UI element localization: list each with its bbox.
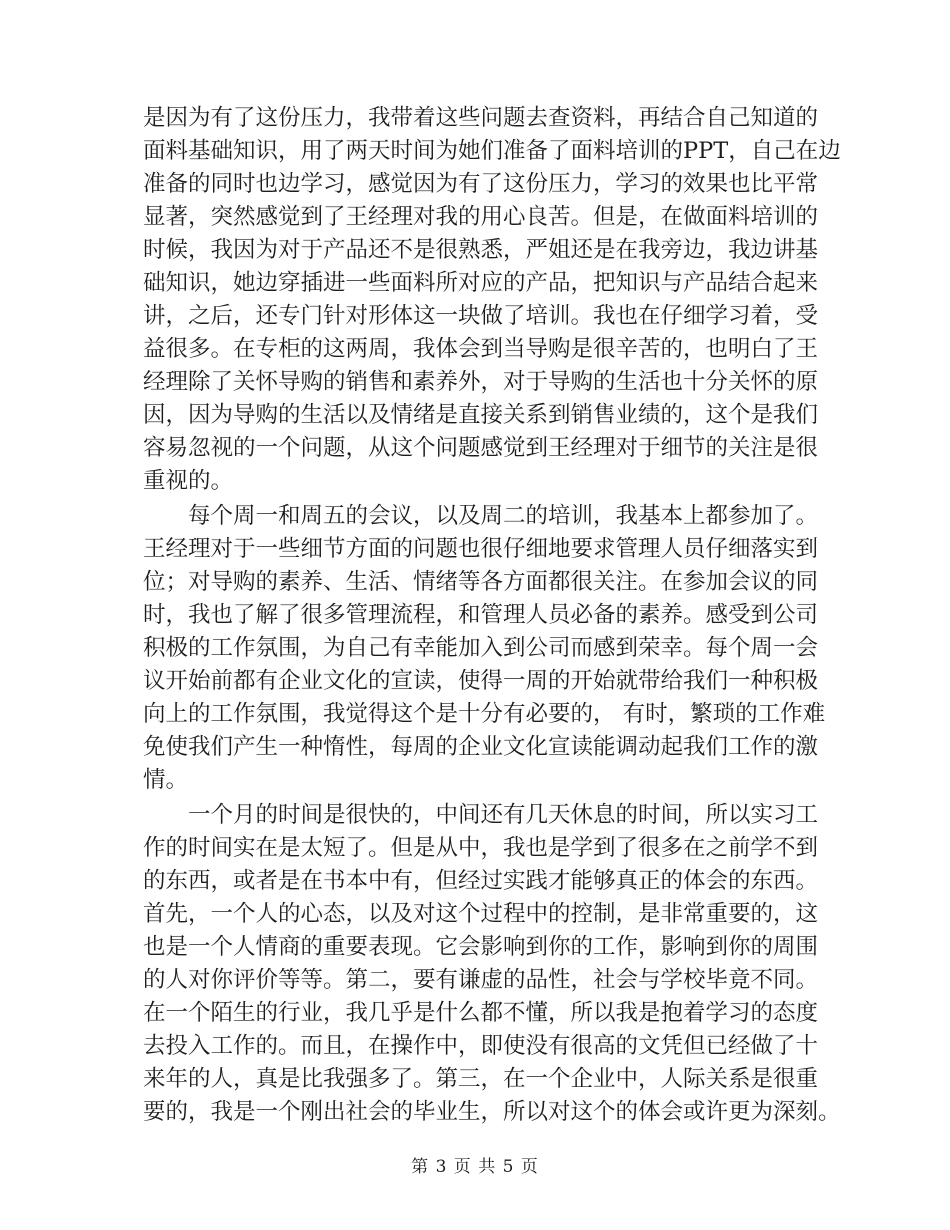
text-line: 首先，一个人的心态，以及对这个过程中的控制，是非常重要的，这 bbox=[143, 901, 819, 927]
text-line: 王经理对于一些细节方面的问题也很仔细地要求管理人员仔细落实到 bbox=[143, 536, 819, 562]
text-line: 向上的工作氛围，我觉得这个是十分有必要的， 有时，繁琐的工作难 bbox=[143, 701, 826, 727]
text-line: 因，因为导购的生活以及情绪是直接关系到销售业绩的，这个是我们 bbox=[143, 402, 819, 428]
paragraph-2 bbox=[143, 500, 826, 797]
paragraph-1 bbox=[143, 102, 841, 498]
text-line: 议开始前都有企业文化的宣读，使得一周的开始就带给我们一种积极 bbox=[143, 668, 819, 694]
text-line: 益很多。在专柜的这两周，我体会到当导购是很辛苦的，也明白了王 bbox=[143, 336, 819, 362]
paragraph-3 bbox=[143, 799, 841, 1129]
text-line: 讲，之后，还专门针对形体这一块做了培训。我也在仔细学习着，受 bbox=[143, 303, 819, 329]
text-line: 每个周一和周五的会议，以及周二的培训，我基本上都参加了。 bbox=[188, 503, 819, 529]
text-line: 去投入工作的。而且，在操作中，即使没有很高的文凭但已经做了十 bbox=[143, 1033, 819, 1059]
text-line: 面料基础知识，用了两天时间为她们准备了面料培训的PPT，自己在边 bbox=[143, 138, 841, 164]
text-line: 来年的人，真是比我强多了。第三，在一个企业中，人际关系是很重 bbox=[143, 1066, 819, 1092]
document-body bbox=[143, 102, 841, 1131]
page-number-footer: 第 3 页 共 5 页 bbox=[411, 1157, 539, 1177]
text-line: 也是一个人情商的重要表现。它会影响到你的工作，影响到你的周围 bbox=[143, 934, 819, 960]
text-line: 情。 bbox=[143, 767, 189, 793]
text-line: 容易忽视的一个问题，从这个问题感觉到王经理对于细节的关注是很 bbox=[143, 435, 819, 461]
text-line: 的人对你评价等等。第二，要有谦虚的品性，社会与学校毕竟不同。 bbox=[143, 967, 819, 993]
text-line: 时候，我因为对于产品还不是很熟悉，严姐还是在我旁边，我边讲基 bbox=[143, 237, 819, 263]
text-line: 的东西，或者是在书本中有，但经过实践才能够真正的体会的东西。 bbox=[143, 868, 819, 894]
text-line: 是因为有了这份压力，我带着这些问题去查资料，再结合自己知道的 bbox=[143, 105, 819, 131]
text-line: 在一个陌生的行业，我几乎是什么都不懂，所以我是抱着学习的态度 bbox=[143, 1000, 819, 1026]
text-line: 位；对导购的素养、生活、情绪等各方面都很关注。在参加会议的同 bbox=[143, 569, 819, 595]
text-line: 经理除了关怀导购的销售和素养外，对于导购的生活也十分关怀的原 bbox=[143, 369, 819, 395]
text-line: 一个月的时间是很快的，中间还有几天休息的时间，所以实习工 bbox=[188, 802, 819, 828]
text-line: 准备的同时也边学习，感觉因为有了这份压力，学习的效果也比平常 bbox=[143, 171, 819, 197]
text-line: 积极的工作氛围，为自己有幸能加入到公司而感到荣幸。每个周一会 bbox=[143, 635, 819, 661]
text-line: 重视的。 bbox=[143, 468, 234, 494]
text-line: 显著，突然感觉到了王经理对我的用心良苦。但是，在做面料培训的 bbox=[143, 204, 819, 230]
text-line: 础知识，她边穿插进一些面料所对应的产品，把知识与产品结合起来 bbox=[143, 270, 819, 296]
text-line: 时，我也了解了很多管理流程，和管理人员必备的素养。感受到公司 bbox=[143, 602, 819, 628]
text-line: 免使我们产生一种惰性，每周的企业文化宣读能调动起我们工作的激 bbox=[143, 734, 819, 760]
text-line: 作的时间实在是太短了。但是从中，我也是学到了很多在之前学不到 bbox=[143, 835, 819, 861]
text-line: 要的，我是一个刚出社会的毕业生，所以对这个的体会或许更为深刻。 bbox=[143, 1099, 841, 1125]
